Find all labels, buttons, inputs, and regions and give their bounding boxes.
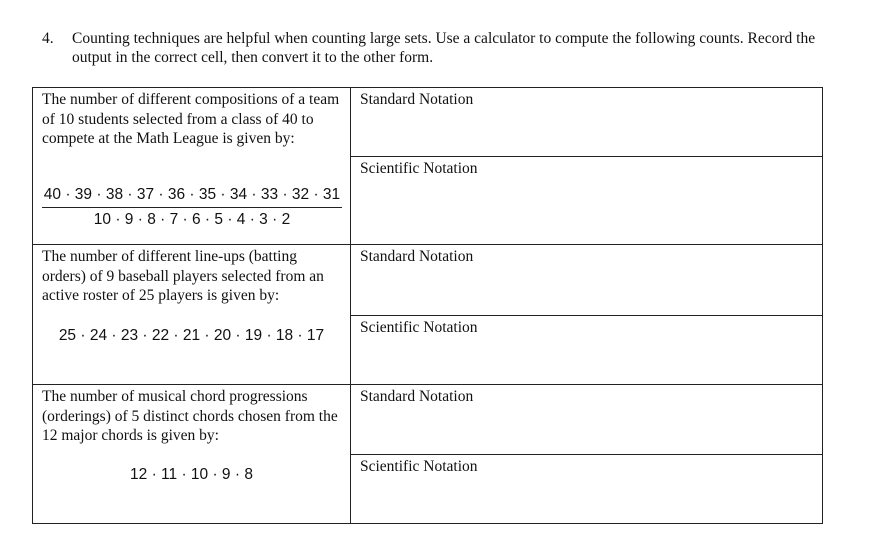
row1-standard-label: Standard Notation [360, 91, 474, 108]
row1-standard-cell[interactable] [351, 88, 823, 157]
row1-scientific-label: Scientific Notation [360, 160, 478, 178]
row1-scientific-cell[interactable] [351, 157, 823, 245]
row1-description: The number of different compositions of a team of 10 students selected from a class of 40 to compete at the Math League is given by: [42, 91, 340, 147]
row1-description-cell [33, 88, 351, 245]
row1-denominator: 10 · 9 · 8 · 7 · 6 · 5 · 4 · 3 · 2 [93, 211, 291, 228]
problem-number: 4. [42, 30, 54, 47]
row2-description: The number of different line-ups (batting orders) of 9 baseball players selected from an active roster of 25 players is given by: [42, 248, 324, 304]
row3-standard-cell[interactable] [351, 385, 823, 455]
row3-description: The number of musical chord progressions (orderings) of 5 distinct chords chosen from the 12 major chords is given by: [42, 388, 338, 444]
row3-product: 12 · 11 · 10 · 9 · 8 [130, 466, 253, 483]
row2-standard-cell[interactable] [351, 245, 823, 316]
row3-scientific-cell[interactable] [351, 454, 823, 524]
row1-numerator: 40 · 39 · 38 · 37 · 36 · 35 · 34 · 33 · 32 · 31 [42, 186, 342, 208]
row2-scientific-label: Scientific Notation [360, 318, 478, 336]
problem-text: Counting techniques are helpful when counting large sets. Use a calculator to compute the following counts. Record the output in the correct cell, then convert it to the other form. [72, 30, 816, 66]
row2-scientific-cell[interactable] [351, 315, 823, 385]
row1-fraction [42, 186, 342, 229]
answer-table [32, 87, 823, 524]
row3-standard-label: Standard Notation [360, 388, 474, 405]
row3-description-cell [33, 385, 351, 524]
row3-scientific-label: Scientific Notation [360, 457, 478, 475]
row2-description-cell [33, 245, 351, 385]
row2-standard-label: Standard Notation [360, 248, 474, 265]
row2-product: 25 · 24 · 23 · 22 · 21 · 20 · 19 · 18 · 17 [58, 327, 325, 344]
